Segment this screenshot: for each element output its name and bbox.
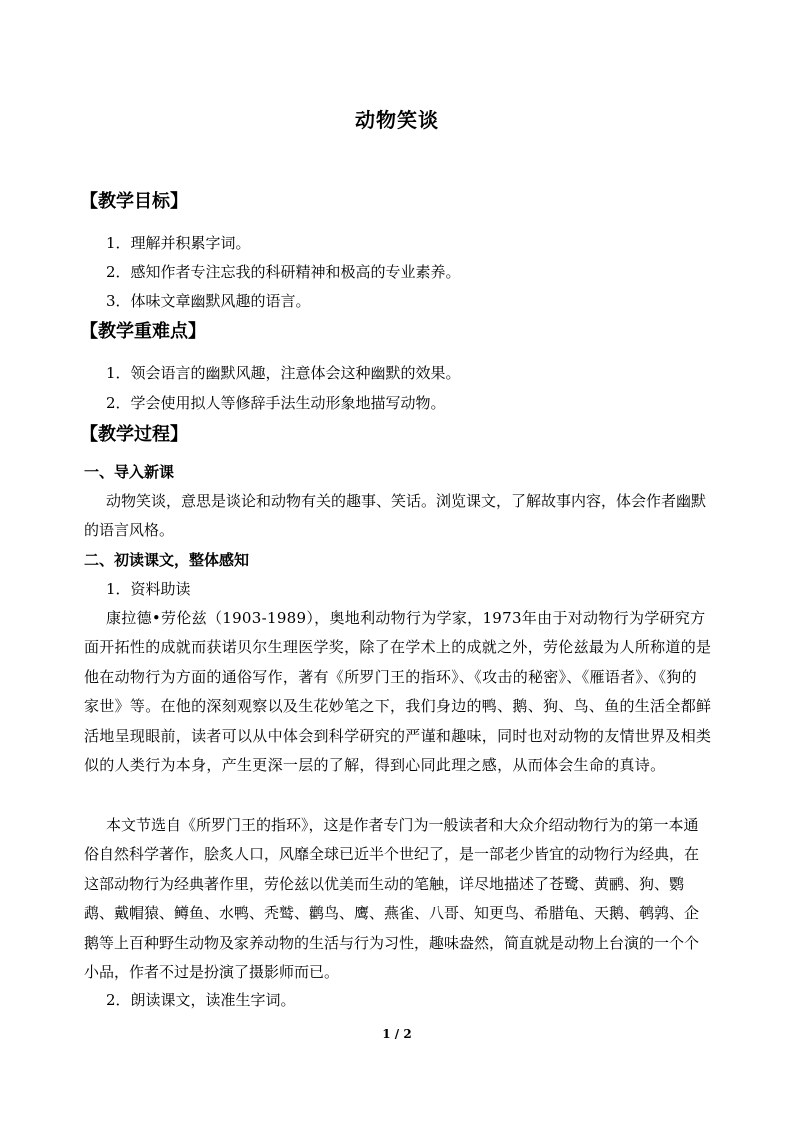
section-heading-process: 【教学过程】 [80, 424, 188, 445]
page-title: 动物笑谈 [355, 108, 439, 132]
list-item: 1．领会语言的幽默风趣，注意体会这种幽默的效果。 [106, 364, 461, 382]
list-item: 2．感知作者专注忘我的科研精神和极高的专业素养。 [106, 263, 461, 281]
list-item: 2．学会使用拟人等修辞手法生动形象地描写动物。 [106, 394, 446, 412]
paragraph-author-bio: 康拉德•劳伦兹（1903-1989），奥地利动物行为学家，1973年由于对动物行为学研究方面开拓性的成就而获诺贝尔生理医学奖，除了在学术上的成就之外，劳伦兹最为人所称道的是他在动物行为方面的通俗写作，著有《所罗门王的指环》、《攻击的秘密》、《雁语者》、《狗的家世》等。在他的深刻观察以及生花妙笔之下，我们身边的鸭、鹅、狗、鸟、鱼的生活全都鲜活地呈现眼前，读者可以从中体会到科学研究的严谨和趣味，同时也对动物的友情世界及相类似的人类行为本身，产生更深一层的了解，得到心同此理之感，从而体会生命的真诗。 [84, 609, 712, 775]
list-item: 1．理解并积累字词。 [106, 234, 251, 252]
section-heading-goals: 【教学目标】 [80, 191, 188, 212]
paragraph-book-intro: 本文节选自《所罗门王的指环》，这是作者专门为一般读者和大众介绍动物行为的第一本通俗自然科学著作，脍炙人口，风靡全球已近半个世纪了，是一部老少皆宜的动物行为经典，在这部动物行为经典著作里，劳伦兹以优美而生动的笔触，详尽地描述了苍鹭、黄鹂、狗、鹦鹉、戴帽猿、鳟鱼、水鸭、秃鹫、鹳鸟、鹰、燕雀、八哥、知更鸟、希腊龟、天鹅、鹌鹑、企鹅等上百种野生动物及家养动物的生活与行为习性，趣味盎然，简直就是动物上台演的一个个小品，作者不过是扮演了摄影师而已。 [84, 816, 700, 982]
list-item: 1．资料助读 [106, 580, 191, 598]
list-item: 3．体味文章幽默风趣的语言。 [106, 292, 311, 310]
paragraph-intro: 动物笑谈，意思是谈论和动物有关的趣事、笑话。浏览课文，了解故事内容，体会作者幽默的语言风格。 [84, 492, 707, 540]
subsection-heading-intro: 一、导入新课 [84, 463, 175, 481]
subsection-heading-first-reading: 二、初读课文，整体感知 [84, 551, 250, 569]
section-heading-key-points: 【教学重难点】 [80, 321, 206, 342]
page-number: 1 / 2 [382, 1027, 412, 1041]
list-item: 2．朗读课文，读准生字词。 [106, 991, 296, 1009]
